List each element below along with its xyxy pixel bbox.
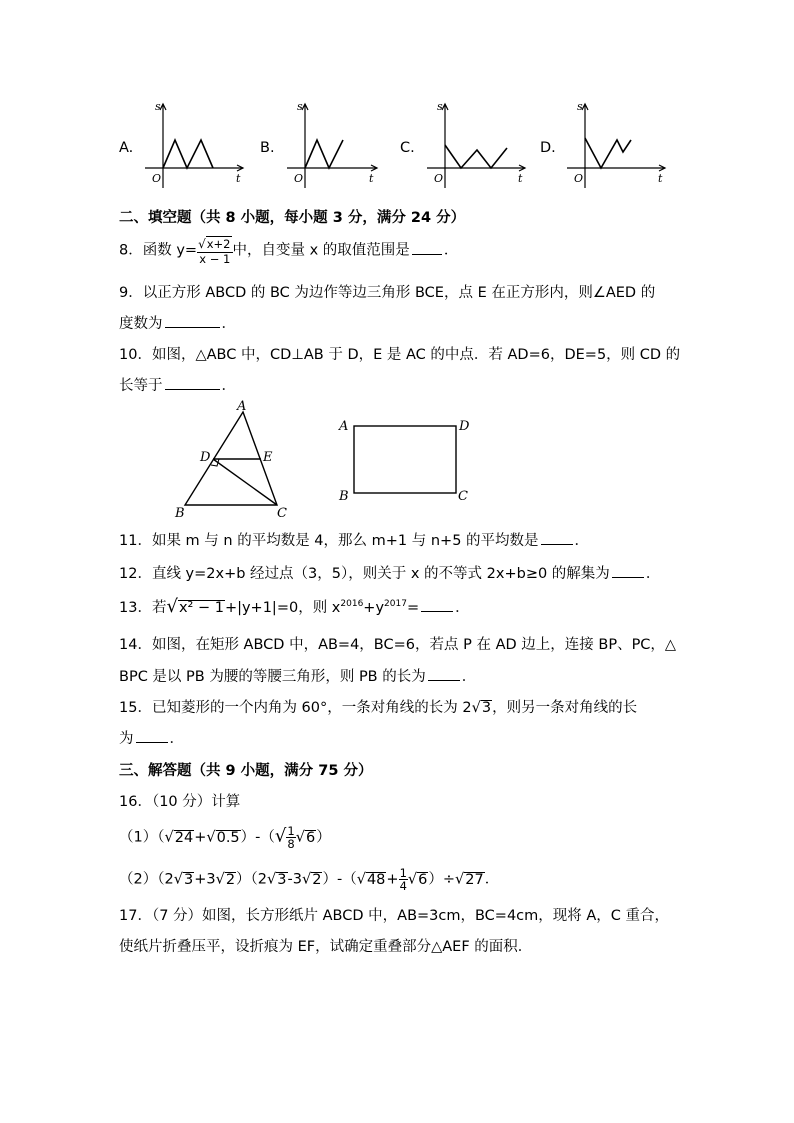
rect-label-c: C (458, 489, 468, 504)
answer-blank (541, 532, 573, 545)
answer-blank (421, 599, 453, 612)
answer-blank (165, 377, 220, 390)
question-14-line2: BPC 是以 PB 为腰的等腰三角形，则 PB 的长为 ． (119, 669, 477, 685)
tri-label-c: C (277, 506, 287, 521)
answer-blank (165, 315, 220, 328)
q8-numerator: x+2 (206, 237, 231, 251)
section2-title: 二、填空题（共 8 小题，每小题 3 分，满分 24 分） (119, 210, 466, 226)
q8-prefix: 8．函数 y= (119, 242, 198, 259)
tri-label-e: E (263, 450, 273, 465)
option-d-label: D. (540, 140, 556, 156)
q8-suffix: 中，自变量 x 的取值范围是 (232, 242, 410, 259)
origin-label: O (434, 172, 444, 185)
q13-radicand: x² − 1 (178, 600, 224, 616)
question-14-line1: 14．如图，在矩形 ABCD 中，AB=4，BC=6，若点 P 在 AD 边上，连接 BP、PC，△ (119, 637, 677, 653)
rect-label-a: A (339, 419, 349, 434)
axis-s-label: s (297, 100, 303, 113)
option-c-graph (425, 100, 530, 195)
answer-blank (136, 730, 168, 743)
option-b-label: B. (260, 140, 275, 156)
question-17-line1: 17．（7 分）如图，长方形纸片 ABCD 中，AB=3cm，BC=4cm，现将 A，C 重合， (119, 908, 670, 924)
axis-t-label: t (658, 172, 663, 185)
question-16-title: 16．（10 分）计算 (119, 794, 241, 810)
axis-s-label: s (577, 100, 583, 113)
answer-blank (412, 242, 442, 255)
rect-label-b: B (339, 489, 349, 504)
question-11: 11．如果 m 与 n 的平均数是 4，那么 m+1 与 n+5 的平均数是 ． (119, 533, 590, 549)
axis-s-label: s (437, 100, 443, 113)
tri-label-b: B (175, 506, 185, 521)
axis-t-label: t (369, 172, 374, 185)
rectangle-figure (338, 414, 478, 509)
option-c-label: C. (400, 140, 415, 156)
question-15-line1: 15．已知菱形的一个内角为 60°，一条对角线的长为 2√3，则另一条对角线的长 (119, 700, 638, 716)
axis-s-label: s (155, 100, 161, 113)
option-d-graph (565, 100, 670, 195)
q8-fraction: $\frac{√x+2}{x - 1}$ (198, 237, 231, 266)
rect-label-d: D (459, 419, 470, 434)
option-b-graph (285, 100, 385, 195)
answer-blank (612, 565, 644, 578)
answer-blank (428, 668, 460, 681)
triangle-figure (175, 398, 295, 521)
q15-radicand: 3 (481, 700, 492, 716)
origin-label: O (294, 172, 304, 185)
question-9-line1: 9．以正方形 ABCD 的 BC 为边作等边三角形 BCE，点 E 在正方形内，则∠AED 的 (119, 285, 656, 301)
origin-label: O (574, 172, 584, 185)
question-15-line2: 为 ． (119, 731, 184, 747)
axis-t-label: t (518, 172, 523, 185)
tri-label-d: D (200, 450, 211, 465)
question-10-line2: 长等于 ． (119, 378, 236, 394)
tri-label-a: A (237, 399, 247, 414)
question-10-line1: 10．如图，△ABC 中，CD⊥AB 于 D，E 是 AC 的中点．若 AD=6，DE=5，则 CD 的 (119, 347, 681, 363)
question-9-line2: 度数为 ． (119, 316, 236, 332)
question-13: 13．若√x² − 1+|y+1|=0，则 $x^{2016}+y^{2017}=$ ． (119, 596, 470, 617)
q8-denominator: x − 1 (199, 252, 231, 266)
section3-title: 三、解答题（共 9 小题，满分 75 分） (119, 763, 373, 779)
option-a-graph (143, 100, 248, 195)
origin-label: O (152, 172, 162, 185)
axis-t-label: t (236, 172, 241, 185)
question-16-part2: （2）（2√3+3√2）（2√3-3√2）-（√48+ $\frac{1}{4}$ √6）÷√27． (119, 866, 500, 893)
question-16-part1: （1）（√24+√0.5）-（√ $\frac{1}{8}$ √6） (119, 824, 331, 851)
option-a-label: A. (119, 140, 134, 156)
question-12: 12．直线 y=2x+b 经过点（3，5），则关于 x 的不等式 2x+b≥0 的解集为 ． (119, 566, 661, 582)
question-17-line2: 使纸片折叠压平，设折痕为 EF，试确定重叠部分△AEF 的面积． (119, 939, 533, 955)
question-8: 8．函数 y= $\frac{√x+2}{x - 1}$ 中，自变量 x 的取值范围是 ． (119, 237, 459, 266)
